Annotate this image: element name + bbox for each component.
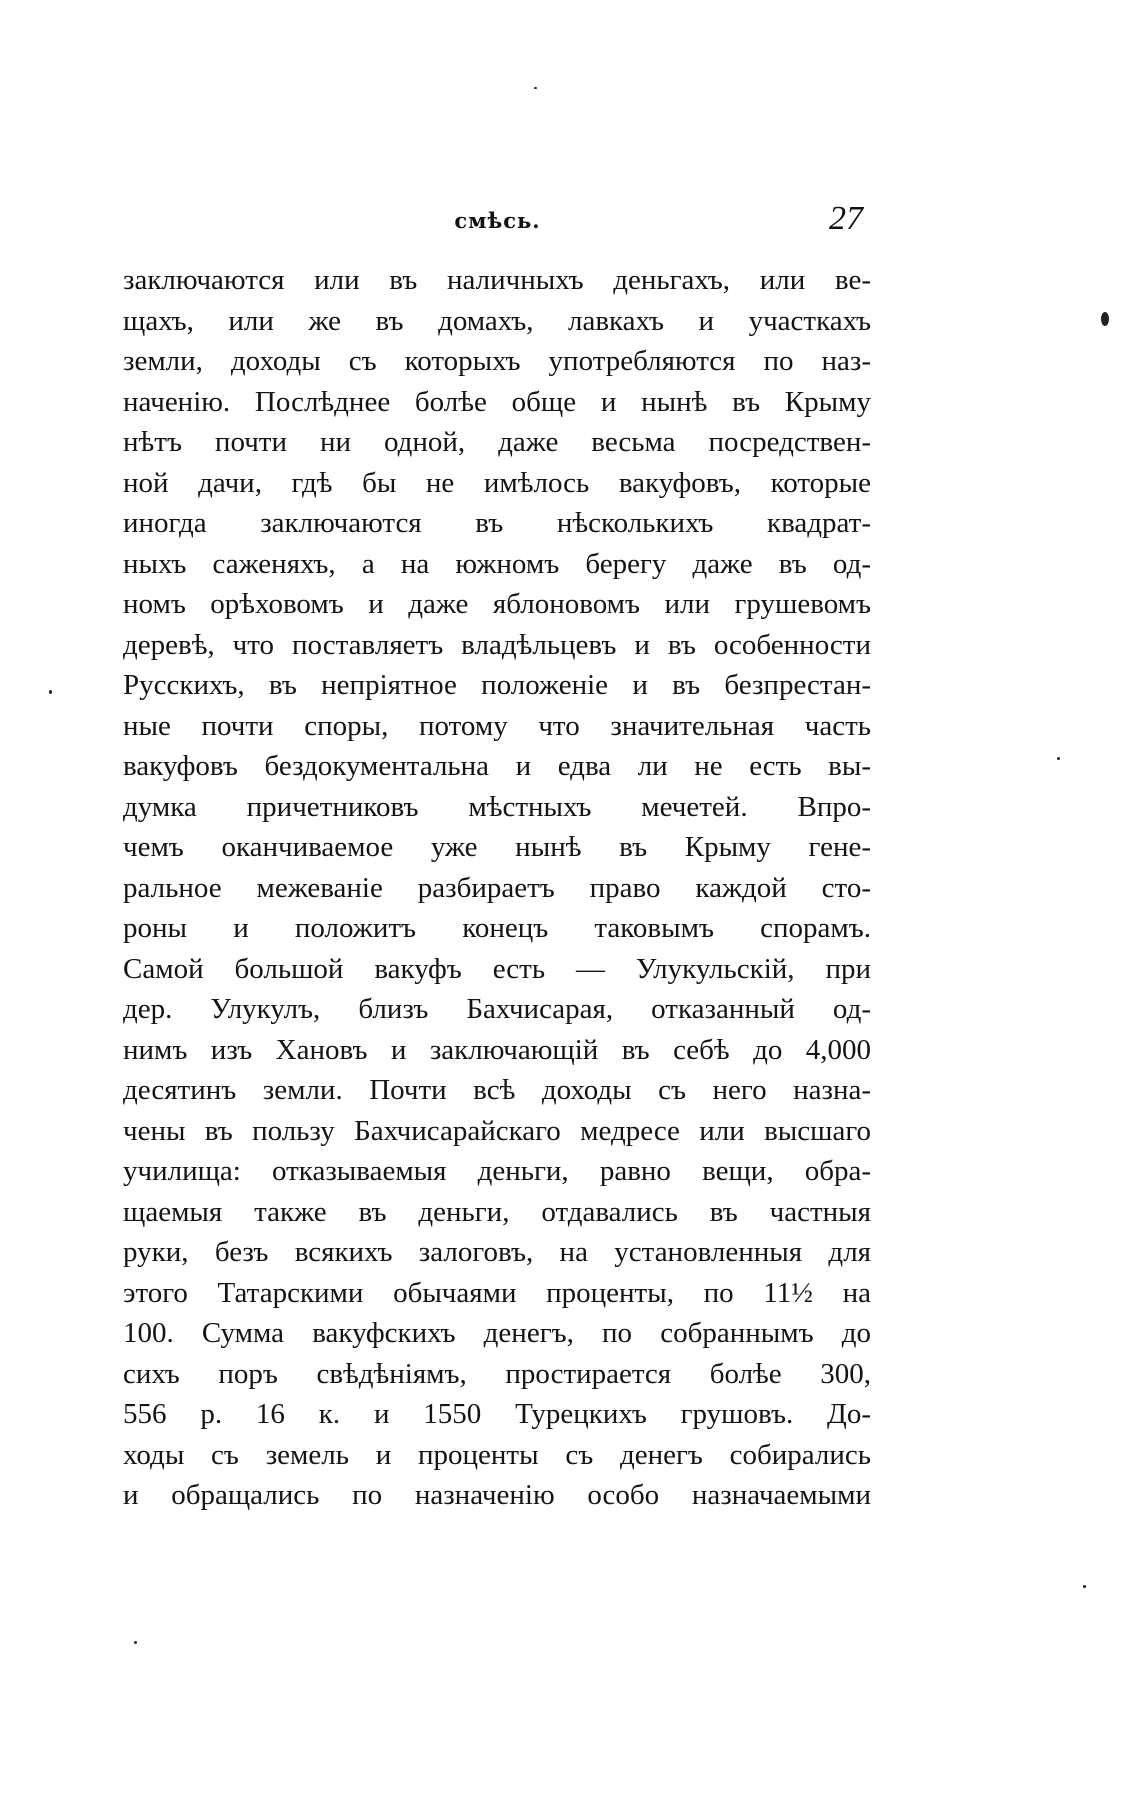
text-line: наченію. Послѣднее болѣе обще и нынѣ въ Крыму (123, 385, 871, 418)
text-line: 556 р. 16 к. и 1550 Турецкихъ грушовъ. До- (123, 1398, 871, 1430)
scan-speck (1101, 312, 1109, 326)
text-line: земли, доходы съ которыхъ употребляются по наз- (123, 345, 871, 377)
text-line: ныхъ саженяхъ, а на южномъ берегу даже въ од- (123, 547, 871, 580)
scan-speck (534, 87, 537, 89)
text-line: думка причетниковъ мѣстныхъ мечетей. Впро- (123, 790, 871, 823)
text-line: ходы съ земель и проценты съ денегъ собирались (123, 1438, 871, 1471)
running-head: смѣсь. (454, 208, 541, 233)
text-line: руки, безъ всякихъ залоговъ, на установленныя для (123, 1236, 871, 1268)
text-line: иногда заключаются въ нѣсколькихъ квадрат- (123, 507, 871, 539)
text-line: щаемыя также въ деньги, отдавались въ частныя (123, 1195, 871, 1228)
text-line: чемъ оканчиваемое уже нынѣ въ Крыму гене- (123, 831, 871, 863)
text-line: щахъ, или же въ домахъ, лавкахъ и участкахъ (123, 304, 871, 337)
scan-speck (1057, 757, 1060, 760)
text-line: и обращались по назначенію особо назначаемыми (123, 1479, 871, 1511)
text-line: 100. Сумма вакуфскихъ денегъ, по собраннымъ до (123, 1317, 871, 1349)
text-line: роны и положитъ конецъ таковымъ спорамъ. (123, 912, 871, 944)
text-line: нимъ изъ Хановъ и заключающій въ себѣ до 4,000 (123, 1033, 871, 1066)
page-number: 27 (829, 200, 863, 237)
scan-speck (1083, 1585, 1086, 1588)
text-line: Самой большой вакуфъ есть — Улукульскій, при (123, 952, 871, 985)
text-line: Русскихъ, въ непріятное положеніе и въ безпрестан- (123, 669, 871, 701)
body-text (123, 260, 871, 1516)
page-header (120, 200, 875, 240)
text-line: сихъ поръ свѣдѣніямъ, простирается болѣе 300, (123, 1357, 871, 1390)
scan-speck (134, 1641, 137, 1644)
text-line: десятинъ земли. Почти всѣ доходы съ него назна- (123, 1074, 871, 1106)
text-line: нѣтъ почти ни одной, даже весьма посредствен- (123, 426, 871, 458)
text-line: этого Татарскими обычаями проценты, по 11½ на (123, 1276, 871, 1309)
text-line: ные почти споры, потому что значительная часть (123, 709, 871, 742)
scan-speck (49, 690, 52, 694)
text-line: деревѣ, что поставляетъ владѣльцевъ и въ особенности (123, 628, 871, 661)
text-line: дер. Улукулъ, близъ Бахчисарая, отказанный од- (123, 993, 871, 1025)
text-line: вакуфовъ бездокументальна и едва ли не есть вы- (123, 750, 871, 782)
text-line: ральное межеваніе разбираетъ право каждой сто- (123, 871, 871, 904)
text-line: заключаются или въ наличныхъ деньгахъ, или ве- (123, 264, 871, 296)
text-line: училища: отказываемыя деньги, равно вещи, обра- (123, 1155, 871, 1187)
text-line: чены въ пользу Бахчисарайскаго медресе или высшаго (123, 1114, 871, 1147)
text-line: номъ орѣховомъ и даже яблоновомъ или грушевомъ (123, 588, 871, 620)
text-line: ной дачи, гдѣ бы не имѣлось вакуфовъ, которые (123, 466, 871, 499)
